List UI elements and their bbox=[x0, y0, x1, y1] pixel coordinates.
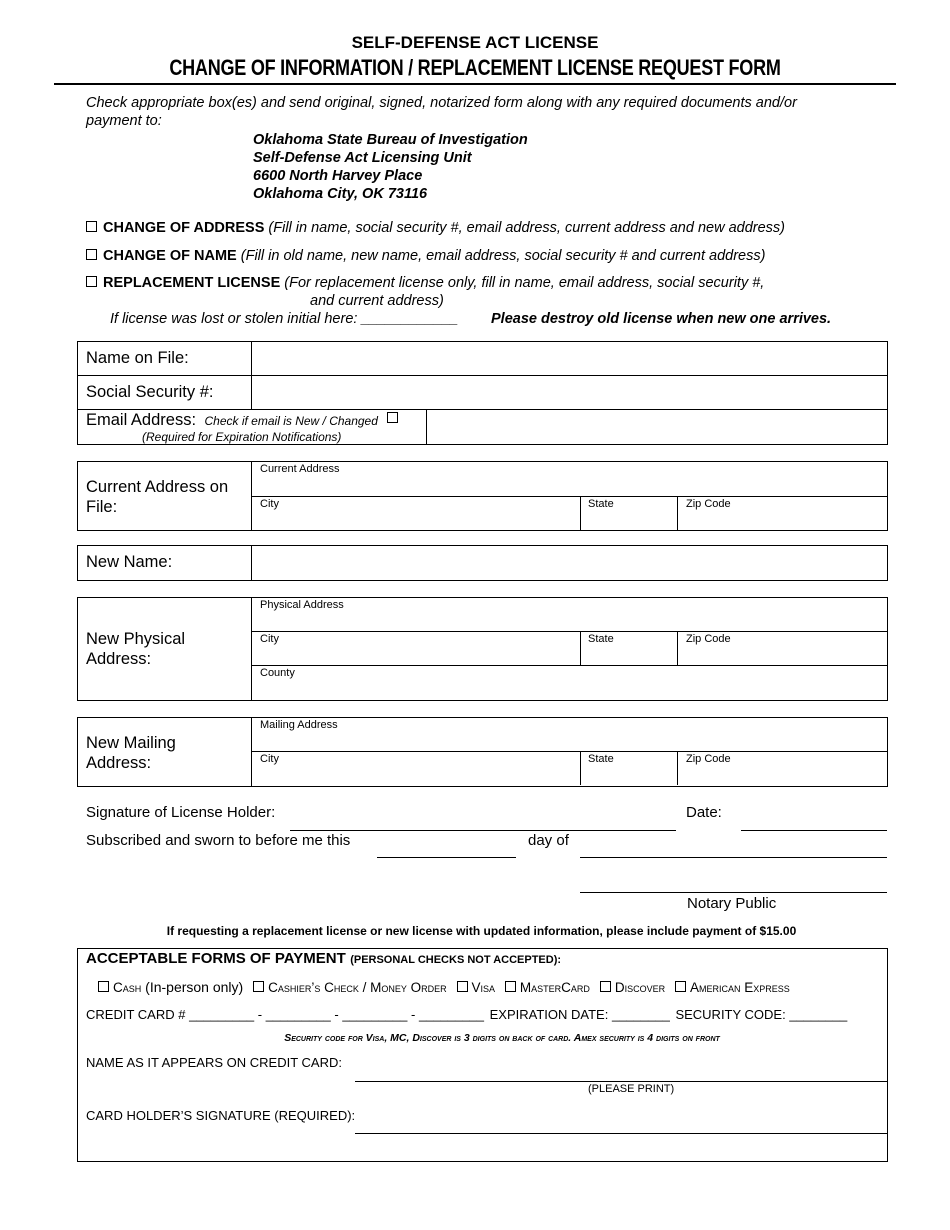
sworn-month-line[interactable] bbox=[580, 857, 887, 858]
header-rule bbox=[54, 83, 896, 85]
mailing-address-table bbox=[77, 717, 888, 787]
security-code-note: Security code for Visa, MC, Discover is 3 digits on back of card. Amex security is 4 digits on front bbox=[284, 1032, 720, 1044]
name-on-file-field[interactable] bbox=[252, 342, 886, 375]
name-on-card-line[interactable] bbox=[355, 1081, 887, 1082]
name-on-file-label: Name on File: bbox=[86, 349, 189, 367]
current-city-field[interactable]: City bbox=[260, 498, 279, 510]
current-address-field[interactable]: Current Address bbox=[260, 463, 340, 475]
physical-county-field[interactable]: County bbox=[260, 667, 295, 679]
email-note: (Required for Expiration Notifications) bbox=[142, 430, 342, 444]
email-changed-checkbox[interactable] bbox=[387, 412, 398, 423]
destroy-license-note: Please destroy old license when new one arrives. bbox=[491, 311, 832, 327]
credit-card-row bbox=[86, 1007, 847, 1022]
form-subtitle: SELF-DEFENSE ACT LICENSE bbox=[351, 33, 599, 52]
notary-label: Notary Public bbox=[687, 895, 777, 912]
physical-city-field[interactable]: City bbox=[260, 633, 279, 645]
mastercard-checkbox[interactable] bbox=[505, 981, 516, 992]
cashiers-check-checkbox[interactable] bbox=[253, 981, 264, 992]
email-check-text: Check if email is New / Changed bbox=[204, 414, 378, 428]
change-name-note: (Fill in old name, new name, email address, social security # and current address) bbox=[240, 248, 766, 264]
current-address-label: Current Address on File: bbox=[86, 478, 229, 516]
address-line-4: Oklahoma City, OK 73116 bbox=[253, 186, 428, 202]
change-address-note: (Fill in name, social security #, email address, current address and new address) bbox=[268, 220, 786, 236]
mailing-address-label: New Mailing Address: bbox=[86, 734, 176, 772]
current-zip-field[interactable]: Zip Code bbox=[686, 498, 731, 510]
physical-zip-field[interactable]: Zip Code bbox=[686, 633, 731, 645]
lost-stolen-initial[interactable]: If license was lost or stolen initial here: ____________ bbox=[110, 311, 459, 327]
email-field[interactable] bbox=[427, 410, 886, 443]
change-name-checkbox[interactable] bbox=[86, 249, 97, 260]
address-line-2: Self-Defense Act Licensing Unit bbox=[253, 150, 472, 166]
replacement-label: REPLACEMENT LICENSE bbox=[103, 275, 281, 291]
mailing-city-field[interactable]: City bbox=[260, 753, 279, 765]
payment-heading: ACCEPTABLE FORMS OF PAYMENT bbox=[86, 950, 346, 967]
option-change-name bbox=[86, 248, 765, 264]
physical-state-field[interactable]: State bbox=[588, 633, 614, 645]
email-label-group bbox=[86, 411, 402, 430]
intro-line-1: Check appropriate box(es) and send original, signed, notarized form along with any required documents and/or bbox=[86, 95, 797, 111]
payment-cashiers: Cashier’s Check / Money Order bbox=[253, 979, 447, 995]
payment-mastercard: MasterCard bbox=[505, 979, 590, 995]
physical-address-table bbox=[77, 597, 888, 701]
cc-number-field[interactable]: _________ - _________ - _________ - _________ bbox=[189, 1007, 485, 1022]
exp-date-label: EXPIRATION DATE: bbox=[489, 1007, 609, 1022]
option-replacement bbox=[86, 275, 764, 291]
holder-signature-line[interactable] bbox=[290, 830, 676, 831]
payment-heading-row bbox=[86, 950, 561, 968]
new-name-field[interactable] bbox=[252, 546, 886, 579]
please-print-note: (PLEASE PRINT) bbox=[588, 1083, 675, 1095]
intro-line-2: payment to: bbox=[86, 113, 162, 129]
payment-cash: Cash (In-person only) bbox=[98, 979, 243, 995]
change-address-checkbox[interactable] bbox=[86, 221, 97, 232]
cash-checkbox[interactable] bbox=[98, 981, 109, 992]
mailing-address-field[interactable]: Mailing Address bbox=[260, 719, 338, 731]
payment-visa: Visa bbox=[457, 979, 496, 995]
day-of-label: day of bbox=[528, 832, 569, 849]
card-holder-signature-line[interactable] bbox=[355, 1133, 887, 1134]
replacement-checkbox[interactable] bbox=[86, 276, 97, 287]
date-label: Date: bbox=[686, 804, 722, 821]
change-address-label: CHANGE OF ADDRESS bbox=[103, 220, 265, 236]
card-holder-signature-label: CARD HOLDER’S SIGNATURE (REQUIRED): bbox=[86, 1108, 356, 1123]
sworn-day-line[interactable] bbox=[377, 857, 516, 858]
security-code-label: SECURITY CODE: bbox=[675, 1007, 786, 1022]
physical-address-field[interactable]: Physical Address bbox=[260, 599, 344, 611]
payment-heading-note: (PERSONAL CHECKS NOT ACCEPTED): bbox=[350, 954, 562, 966]
address-line-1: Oklahoma State Bureau of Investigation bbox=[253, 132, 528, 148]
ssn-label: Social Security #: bbox=[86, 383, 214, 401]
mailing-state-field[interactable]: State bbox=[588, 753, 614, 765]
current-state-field[interactable]: State bbox=[588, 498, 614, 510]
replacement-note-2: and current address) bbox=[310, 293, 444, 309]
change-name-label: CHANGE OF NAME bbox=[103, 248, 237, 264]
visa-checkbox[interactable] bbox=[457, 981, 468, 992]
sworn-label: Subscribed and sworn to before me this bbox=[86, 832, 351, 849]
mailing-address-block bbox=[253, 131, 528, 203]
payment-amex: American Express bbox=[675, 979, 790, 995]
holder-signature-label: Signature of License Holder: bbox=[86, 804, 276, 821]
amex-checkbox[interactable] bbox=[675, 981, 686, 992]
cc-number-label: CREDIT CARD # bbox=[86, 1007, 186, 1022]
email-label: Email Address: bbox=[86, 411, 197, 429]
mailing-zip-field[interactable]: Zip Code bbox=[686, 753, 731, 765]
date-line[interactable] bbox=[741, 830, 887, 831]
option-change-address bbox=[86, 220, 785, 236]
payment-note: If requesting a replacement license or new license with updated information, please include payment of $15.00 bbox=[166, 924, 797, 938]
name-on-card-label: NAME AS IT APPEARS ON CREDIT CARD: bbox=[86, 1055, 342, 1070]
replacement-note-1: (For replacement license only, fill in name, email address, social security #, bbox=[284, 275, 765, 291]
payment-options-row bbox=[98, 979, 790, 995]
physical-address-label: New Physical Address: bbox=[86, 630, 186, 668]
discover-checkbox[interactable] bbox=[600, 981, 611, 992]
new-name-label: New Name: bbox=[86, 553, 173, 571]
security-code-field[interactable]: ________ bbox=[789, 1007, 848, 1022]
notary-signature-line[interactable] bbox=[580, 892, 887, 893]
address-line-3: 6600 North Harvey Place bbox=[253, 168, 423, 184]
exp-date-field[interactable]: ________ bbox=[611, 1007, 670, 1022]
form-title: CHANGE OF INFORMATION / REPLACEMENT LICENSE REQUEST FORM bbox=[169, 55, 781, 80]
payment-discover: Discover bbox=[600, 979, 665, 995]
ssn-field[interactable] bbox=[252, 376, 886, 409]
